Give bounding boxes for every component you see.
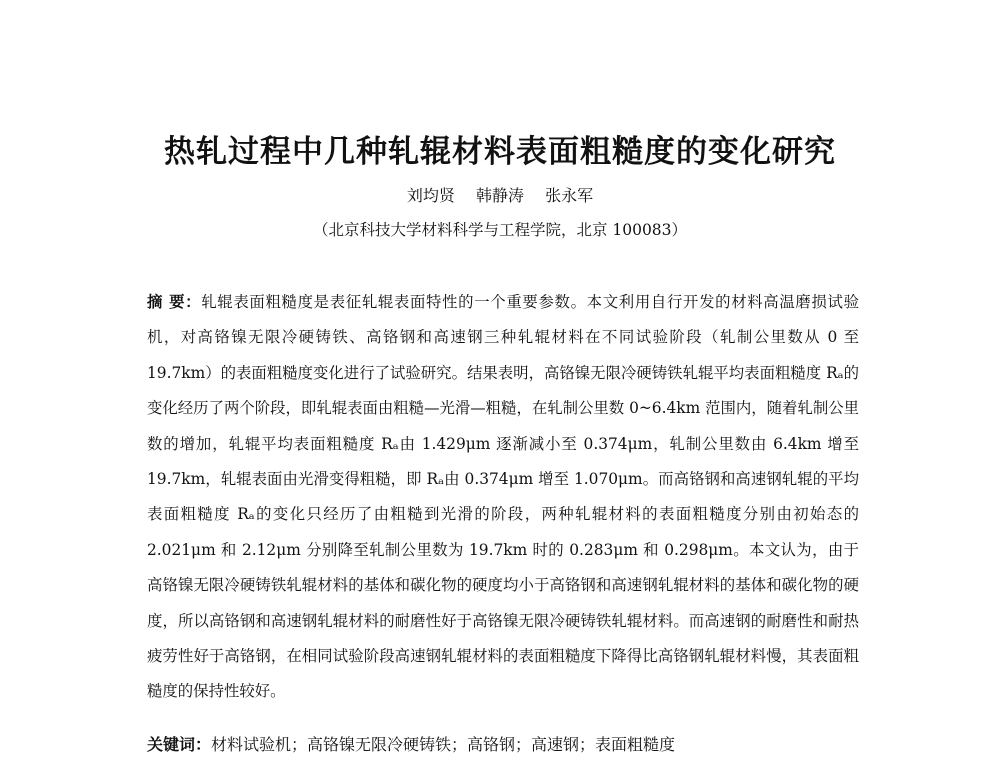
keywords-text: 材料试验机；高铬镍无限冷硬铸铁；高铬钢；高速钢；表面粗糙度 bbox=[211, 735, 676, 754]
abstract-label: 摘 要： bbox=[147, 293, 202, 311]
keywords bbox=[147, 733, 859, 757]
author-name: 韩静涛 bbox=[475, 186, 524, 205]
author-name: 刘均贤 bbox=[406, 186, 455, 205]
affiliation: （北京科技大学材料科学与工程学院，北京 100083） bbox=[312, 221, 688, 239]
author-name: 张永军 bbox=[545, 186, 594, 205]
abstract-text: 轧辊表面粗糙度是表征轧辊表面特性的一个重要参数。本文利用自行开发的材料高温磨损试验机，对高铬镍无限冷硬铸铁、高铬钢和高速钢三种轧辊材料在不同试验阶段（轧制公里数从 0 至 19.7km）的表面粗糙度变化进行了试验研究。结果表明，高铬镍无限冷硬铸铁轧辊平均表面粗糙度 Rₐ的变化经历了两个阶段，即轧辊表面由粗糙—光滑—粗糙，在轧制公里数 0~6.4km 范围内，随着轧制公里数的增加，轧辊平均表面粗糙度 Rₐ由 1.429μm 逐渐减小至 0.374μm，轧制公里数由 6.4km 增至 19.7km，轧辊表面由光滑变得粗糙，即 Rₐ由 0.374μm 增至 1.070μm。而高铬钢和高速钢轧辊的平均表面粗糙度 Rₐ的变化只经历了由粗糙到光滑的阶段，两种轧辊材料的表面粗糙度分别由初始态的 2.021μm 和 2.12μm 分别降至轧制公里数为 19.7km 时的 0.283μm 和 0.298μm。本文认为，由于高铬镍无限冷硬铸铁轧辊材料的基体和碳化物的硬度均小于高铬钢和高速钢轧辊材料的基体和碳化物的硬度，所以高铬钢和高速钢轧辊材料的耐磨性好于高铬镍无限冷硬铸铁轧辊材料。而高速钢的耐磨性和耐热疲劳性好于高铬钢，在相同试验阶段高速钢轧辊材料的表面粗糙度下降得比高铬钢轧辊材料慢，其表面粗糙度的保持性较好。 bbox=[147, 293, 859, 701]
abstract bbox=[147, 285, 859, 710]
author-list bbox=[0, 183, 1000, 206]
keywords-label: 关键词： bbox=[147, 735, 212, 754]
paper-title: 热轧过程中几种轧辊材料表面粗糙度的变化研究 bbox=[164, 134, 836, 170]
